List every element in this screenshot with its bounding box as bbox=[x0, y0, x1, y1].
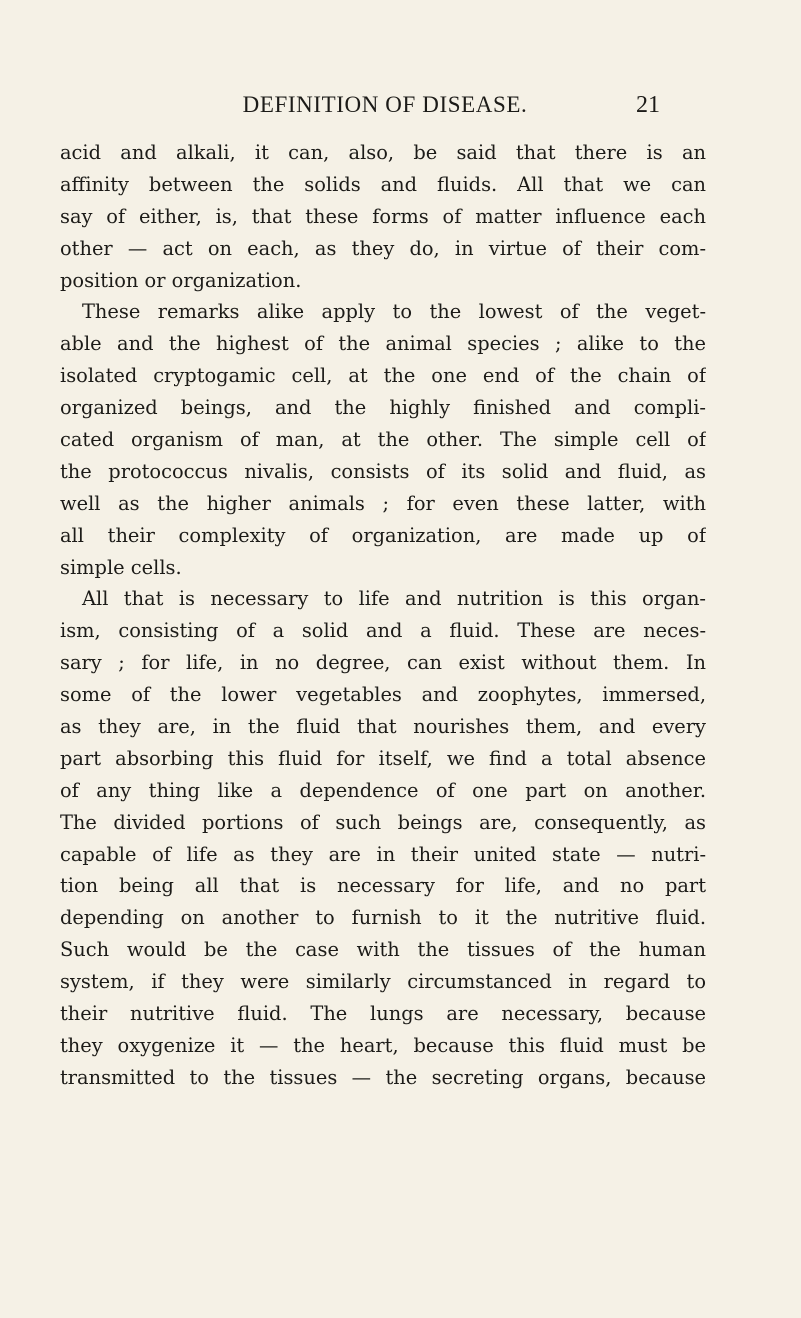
text-line: simple cells. bbox=[60, 555, 182, 579]
text-line: isolated cryptogamic cell, at the one end of the chain of bbox=[60, 364, 706, 388]
text-line: ism, consisting of a solid and a fluid. These are neces- bbox=[60, 619, 706, 643]
text-line: These remarks alike apply to the lowest of the veget- bbox=[82, 300, 706, 324]
text-line: capable of life as they are in their united state — nutri- bbox=[60, 842, 706, 866]
text-line: All that is necessary to life and nutrition is this organ- bbox=[82, 587, 706, 611]
text-line: The divided portions of such beings are, consequently, as bbox=[60, 810, 706, 834]
page-number: 21 bbox=[636, 92, 660, 118]
text-line: affinity between the solids and fluids. All that we can bbox=[60, 172, 706, 196]
text-line: position or organization. bbox=[60, 268, 302, 292]
text-line: some of the lower vegetables and zoophytes, immersed, bbox=[60, 683, 706, 707]
text-line: Such would be the case with the tissues of the human bbox=[60, 938, 706, 962]
text-line: part absorbing this fluid for itself, we find a total absence bbox=[60, 746, 706, 770]
text-line: they oxygenize it — the heart, because this fluid must be bbox=[60, 1033, 706, 1057]
text-line: of any thing like a dependence of one part on another. bbox=[60, 778, 706, 802]
text-line: system, if they were similarly circumstanced in regard to bbox=[60, 970, 706, 994]
running-title: DEFINITION OF DISEASE. bbox=[242, 92, 528, 117]
text-line: sary ; for life, in no degree, can exist without them. In bbox=[60, 651, 706, 675]
text-line: acid and alkali, it can, also, be said that there is an bbox=[60, 141, 706, 164]
text-line: able and the highest of the animal species ; alike to the bbox=[60, 332, 706, 356]
text-line: as they are, in the fluid that nourishes them, and every bbox=[60, 715, 706, 739]
text-line: transmitted to the tissues — the secreting organs, because bbox=[60, 1065, 706, 1089]
text-line: all their complexity of organization, are made up of bbox=[60, 523, 706, 547]
running-head bbox=[116, 88, 660, 122]
text-line: depending on another to furnish to it the nutritive fluid. bbox=[60, 906, 706, 930]
text-line: other — act on each, as they do, in virtue of their com- bbox=[60, 236, 706, 260]
text-line: their nutritive fluid. The lungs are necessary, because bbox=[60, 1002, 706, 1026]
body-text bbox=[60, 137, 706, 1094]
text-line: organized beings, and the highly finished and compli- bbox=[60, 396, 706, 420]
text-line: well as the higher animals ; for even these latter, with bbox=[60, 491, 706, 515]
text-line: tion being all that is necessary for life, and no part bbox=[60, 874, 706, 898]
text-line: say of either, is, that these forms of matter influence each bbox=[60, 204, 706, 228]
text-line: cated organism of man, at the other. The simple cell of bbox=[60, 428, 706, 452]
text-line: the protococcus nivalis, consists of its solid and fluid, as bbox=[60, 459, 706, 483]
